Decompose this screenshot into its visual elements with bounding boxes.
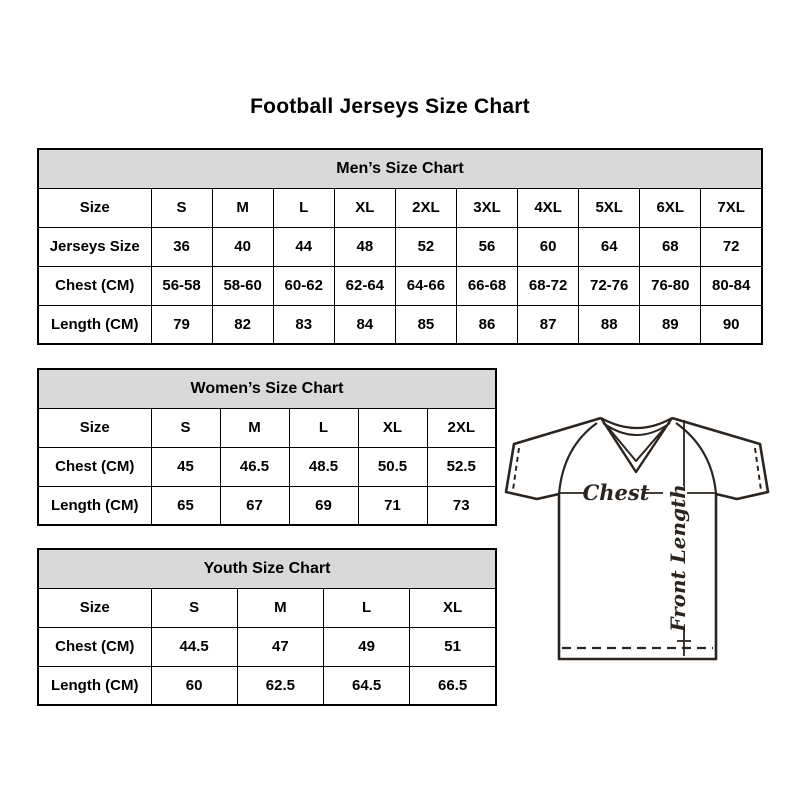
value-cell: 5XL — [579, 188, 640, 227]
value-cell: 79 — [151, 305, 212, 344]
row-label-cell: Size — [38, 408, 151, 447]
jersey-outline — [506, 418, 768, 659]
value-cell: 76-80 — [640, 266, 701, 305]
jersey-measurement-diagram — [502, 398, 794, 690]
value-cell: L — [324, 588, 410, 627]
value-cell: 3XL — [456, 188, 517, 227]
mens-size-table — [37, 148, 763, 345]
value-cell: 68 — [640, 227, 701, 266]
value-cell: 2XL — [395, 188, 456, 227]
value-cell: 87 — [518, 305, 579, 344]
value-cell: XL — [334, 188, 395, 227]
value-cell: 36 — [151, 227, 212, 266]
value-cell: 72 — [701, 227, 762, 266]
table-section-header: Men’s Size Chart — [38, 149, 762, 188]
table-header-row — [38, 369, 496, 408]
value-cell: M — [220, 408, 289, 447]
page-title: Football Jerseys Size Chart — [250, 95, 530, 118]
row-label-cell: Chest (CM) — [38, 266, 151, 305]
value-cell: 51 — [410, 627, 496, 666]
value-cell: 71 — [358, 486, 427, 525]
value-cell: 48.5 — [289, 447, 358, 486]
row-label-cell: Size — [38, 588, 151, 627]
row-label-cell: Chest (CM) — [38, 627, 151, 666]
table-section-header: Youth Size Chart — [38, 549, 496, 588]
value-cell: L — [289, 408, 358, 447]
value-cell: 56 — [456, 227, 517, 266]
value-cell: 90 — [701, 305, 762, 344]
value-cell: 64-66 — [395, 266, 456, 305]
value-cell: 45 — [151, 447, 220, 486]
value-cell: 60-62 — [273, 266, 334, 305]
value-cell: 49 — [324, 627, 410, 666]
value-cell: 85 — [395, 305, 456, 344]
value-cell: XL — [410, 588, 496, 627]
table-header-row — [38, 549, 496, 588]
value-cell: 60 — [151, 666, 237, 705]
value-cell: 80-84 — [701, 266, 762, 305]
table-row — [38, 666, 496, 705]
value-cell: 6XL — [640, 188, 701, 227]
row-label-cell: Size — [38, 188, 151, 227]
value-cell: 4XL — [518, 188, 579, 227]
row-label-cell: Length (CM) — [38, 305, 151, 344]
value-cell: 50.5 — [358, 447, 427, 486]
table-row — [38, 627, 496, 666]
value-cell: 60 — [518, 227, 579, 266]
chest-label: Chest — [582, 480, 650, 505]
value-cell: 48 — [334, 227, 395, 266]
value-cell: S — [151, 588, 237, 627]
value-cell: 58-60 — [212, 266, 273, 305]
value-cell: L — [273, 188, 334, 227]
value-cell: 82 — [212, 305, 273, 344]
womens-size-table — [37, 368, 497, 526]
value-cell: S — [151, 188, 212, 227]
value-cell: 86 — [456, 305, 517, 344]
table-row — [38, 486, 496, 525]
value-cell: 7XL — [701, 188, 762, 227]
value-cell: XL — [358, 408, 427, 447]
value-cell: 44 — [273, 227, 334, 266]
value-cell: 68-72 — [518, 266, 579, 305]
table-row — [38, 266, 762, 305]
value-cell: M — [237, 588, 323, 627]
value-cell: 67 — [220, 486, 289, 525]
table-row — [38, 408, 496, 447]
table-row — [38, 227, 762, 266]
value-cell: 46.5 — [220, 447, 289, 486]
value-cell: 52.5 — [427, 447, 496, 486]
row-label-cell: Length (CM) — [38, 486, 151, 525]
table-header-row — [38, 149, 762, 188]
value-cell: 47 — [237, 627, 323, 666]
table-row — [38, 447, 496, 486]
value-cell: 83 — [273, 305, 334, 344]
value-cell: 89 — [640, 305, 701, 344]
table-row — [38, 588, 496, 627]
row-label-cell: Jerseys Size — [38, 227, 151, 266]
value-cell: 73 — [427, 486, 496, 525]
value-cell: 64 — [579, 227, 640, 266]
value-cell: 64.5 — [324, 666, 410, 705]
value-cell: 88 — [579, 305, 640, 344]
value-cell: 40 — [212, 227, 273, 266]
value-cell: 44.5 — [151, 627, 237, 666]
youth-size-table — [37, 548, 497, 706]
value-cell: M — [212, 188, 273, 227]
value-cell: 69 — [289, 486, 358, 525]
value-cell: 2XL — [427, 408, 496, 447]
table-section-header: Women’s Size Chart — [38, 369, 496, 408]
value-cell: 84 — [334, 305, 395, 344]
table-row — [38, 305, 762, 344]
value-cell: 72-76 — [579, 266, 640, 305]
row-label-cell: Chest (CM) — [38, 447, 151, 486]
table-row — [38, 188, 762, 227]
row-label-cell: Length (CM) — [38, 666, 151, 705]
value-cell: 65 — [151, 486, 220, 525]
front-length-label: Front Length — [666, 484, 690, 632]
value-cell: 52 — [395, 227, 456, 266]
value-cell: 66.5 — [410, 666, 496, 705]
value-cell: 56-58 — [151, 266, 212, 305]
value-cell: S — [151, 408, 220, 447]
value-cell: 62.5 — [237, 666, 323, 705]
value-cell: 66-68 — [456, 266, 517, 305]
value-cell: 62-64 — [334, 266, 395, 305]
